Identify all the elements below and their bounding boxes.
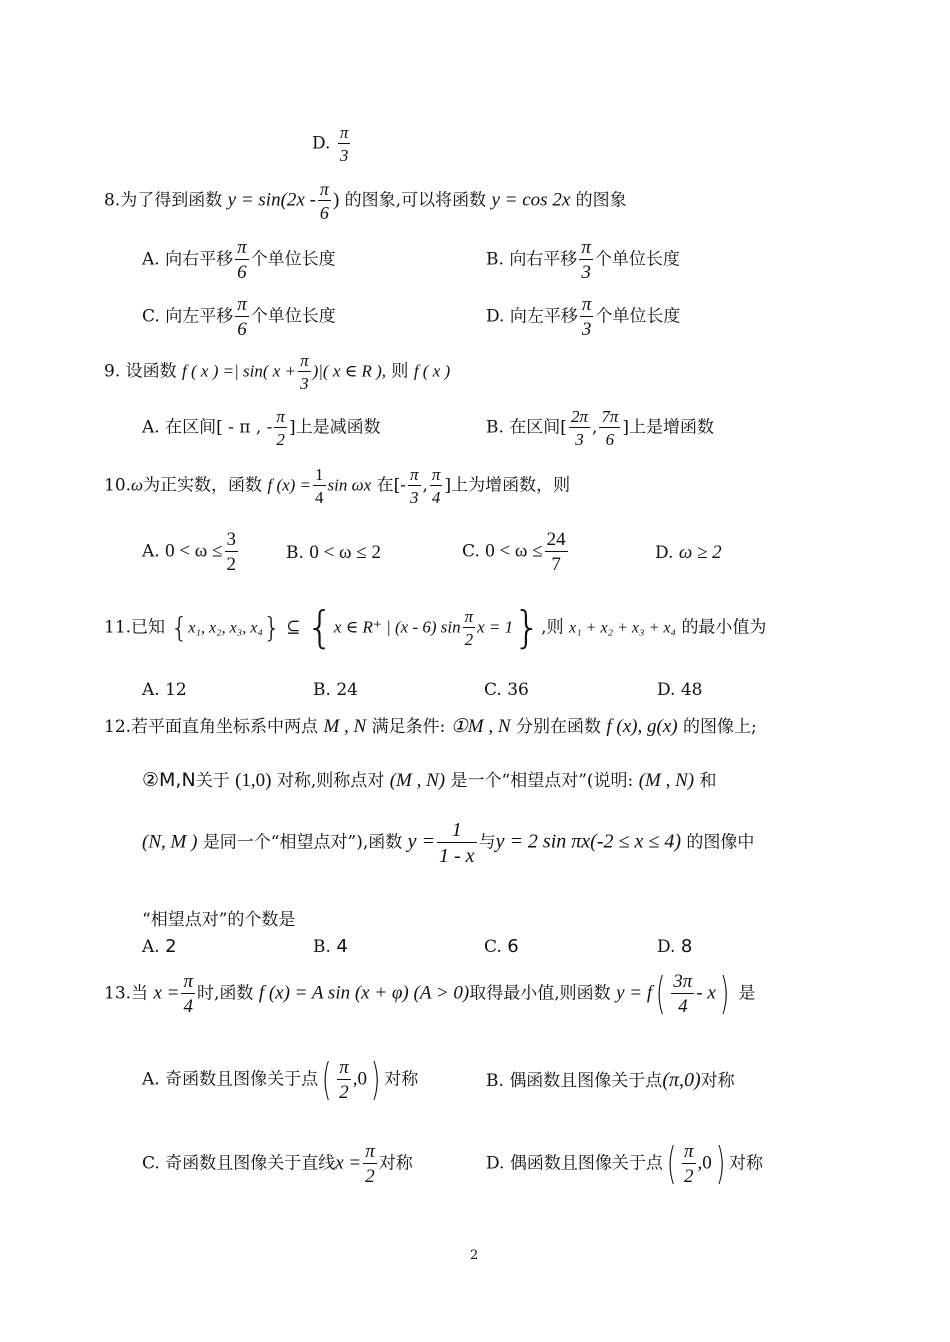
fraction: $\frac{\pi}{3}$	[581, 237, 591, 283]
fraction: $\frac{\pi}{3}$	[581, 294, 592, 340]
math-expression: y =	[407, 830, 436, 853]
q13-option-b[interactable]: B. 偶函数且图像关于点(π,0)对称	[486, 1069, 735, 1091]
q11-option-a[interactable]: A. 12	[142, 680, 187, 700]
q9-option-a[interactable]: A. 在区间[ - π , - $\frac{\pi}{2}$ ]上是减函数	[142, 407, 381, 449]
fraction: $\frac{1}{4}$	[315, 465, 324, 507]
q13-option-c[interactable]: C. 奇函数且图像关于直线x = $\frac{\pi}{2}$ 对称	[142, 1141, 413, 1187]
question-8-stem: 8.为了得到函数 y = sin(2x - $\frac{\pi}{6}$ ) 的图象,可以将函数 y = cos 2x 的图象	[104, 179, 627, 223]
math-expression: f (x) = A sin (x + φ) (A > 0)	[258, 982, 470, 1004]
math-expression: y = 2 sin πx(-2 ≤ x ≤ 4)	[495, 830, 681, 853]
q12-option-b[interactable]: B. 4	[313, 936, 348, 957]
math-expression: y = cos 2x	[491, 189, 571, 211]
question-12-line-2: ②M,N关于 (1,0) 对称,则称点对 (M , N) 是一个“相望点对”(说明: (M , N) 和	[142, 769, 717, 791]
math-expression: x₁ + x₂ + x₃ + x₄	[568, 619, 677, 637]
math-expression: f ( x ) =| sin( x +	[182, 361, 297, 381]
question-number: 12.	[104, 717, 132, 737]
math-expression: x₁, x₂, x₃, x₄	[188, 619, 263, 637]
fraction: $\frac{\pi}{4}$	[431, 465, 441, 507]
q12-option-c[interactable]: C. 6	[484, 936, 519, 957]
fraction: $\frac{\pi}{2}$	[276, 407, 285, 449]
q13-option-a[interactable]: A. 奇函数且图像关于点( $\frac{\pi}{2}$ ,0) 对称	[142, 1054, 419, 1105]
fraction: $\frac{24}{7}$	[546, 529, 566, 575]
q10-option-b[interactable]: B. 0 < ω ≤ 2	[286, 542, 381, 563]
fraction: $\frac{\pi}{2}$	[464, 607, 474, 649]
fraction: $\frac{\pi}{3}$	[409, 465, 419, 507]
page-number: 2	[470, 1248, 479, 1263]
question-number: 10.	[104, 475, 132, 496]
fraction: $\frac{\pi}{2}$	[339, 1057, 349, 1103]
fraction: $\frac{\pi}{2}$	[365, 1141, 375, 1187]
question-number: 13.	[104, 983, 132, 1004]
question-number: 9.	[104, 361, 121, 382]
question-number: 11.	[104, 617, 132, 638]
q8-option-d[interactable]: D. 向左平移 $\frac{\pi}{3}$ 个单位长度	[486, 294, 681, 340]
math-expression: y = sin(2x -	[227, 189, 316, 211]
q12-option-a[interactable]: A. 2	[142, 936, 177, 957]
math-expression: x ∈ R⁺ | (x - 6) sin	[333, 617, 461, 637]
question-12-line-3: (N, M ) 是同一个“相望点对”),函数 y = $\frac{1}{1 - x}$ 与y = 2 sin πx(-2 ≤ x ≤ 4) 的图像中	[142, 819, 755, 867]
fraction: $\frac{\pi}{6}$	[237, 237, 247, 283]
fraction: $\frac{\pi}{3}$	[300, 351, 309, 393]
question-12-line-4: “相望点对”的个数是	[142, 910, 296, 930]
fraction: $\frac{\pi}{6}$	[237, 294, 247, 340]
q11-option-d[interactable]: D. 48	[657, 680, 703, 700]
top-option-d	[312, 124, 352, 164]
q11-option-b[interactable]: B. 24	[313, 680, 358, 700]
q10-option-a[interactable]: A. 0 < ω ≤ $\frac{3}{2}$	[142, 529, 236, 575]
q9-option-b[interactable]: B. 在区间[ $\frac{2\pi}{3}$ , $\frac{7\pi}{6}$ ]上是增函数	[486, 407, 715, 449]
fraction: $\frac{2\pi}{3}$	[570, 407, 588, 449]
q11-option-c[interactable]: C. 36	[484, 680, 529, 700]
q13-option-d[interactable]: D. 偶函数且图像关于点( $\frac{\pi}{2}$ ,0) 对称	[486, 1138, 763, 1189]
question-11-stem: 11.已知 {x₁, x₂, x₃, x₄} ⊆ {x ∈ R⁺ | (x - 6) sin $\frac{\pi}{2}$ x = 1},则 x₁ + x₂ + x₃ + x₄ 的最小值为	[104, 602, 767, 653]
question-9-stem: 9. 设函数 f ( x ) =| sin( x + $\frac{\pi}{3}$ )|( x ∈ R ), 则 f ( x )	[104, 351, 451, 393]
question-13-stem: 13.当 x = $\frac{\pi}{4}$ 时,函数 f (x) = A sin (x + φ) (A > 0)取得最小值,则函数 y = f( $\frac{3\pi}{4}$ - x) 是	[104, 968, 756, 1019]
fraction: $\frac{3\pi}{4}$	[673, 971, 693, 1017]
fraction: $\frac{7\pi}{6}$	[601, 407, 619, 449]
q8-option-b[interactable]: B. 向右平移 $\frac{\pi}{3}$ 个单位长度	[486, 237, 680, 283]
q8-option-a[interactable]: A. 向右平移 $\frac{\pi}{6}$ 个单位长度	[142, 237, 336, 283]
option-label: D.	[312, 133, 331, 154]
question-number: 8.	[104, 190, 121, 211]
q10-option-d[interactable]: D. ω ≥ 2	[655, 542, 722, 563]
math-expression: f (x) =	[267, 475, 312, 495]
q10-option-c[interactable]: C. 0 < ω ≤ $\frac{24}{7}$	[462, 529, 566, 575]
fraction: $\frac{\pi}{2}$	[684, 1141, 694, 1187]
q8-option-c[interactable]: C. 向左平移 $\frac{\pi}{6}$ 个单位长度	[142, 294, 336, 340]
fraction: $\frac{\pi}{6}$	[319, 179, 329, 223]
fraction: $\frac{1}{1 - x}$	[439, 819, 475, 867]
q12-option-d[interactable]: D. 8	[657, 936, 693, 957]
fraction: $\frac{3}{2}$	[226, 529, 236, 575]
fraction: $\frac{\pi}{4}$	[183, 971, 193, 1017]
question-10-stem: 10.ω为正实数，函数 f (x) = $\frac{1}{4}$ sin ωx 在[- $\frac{\pi}{3}$ , $\frac{\pi}{4}$ ]上为增函数，则	[104, 465, 571, 507]
fraction: $\frac{\pi}{3}$	[339, 123, 349, 165]
question-12-line-1: 12.若平面直角坐标系中两点 M , N 满足条件: ①M , N 分别在函数 f (x), g(x) 的图像上;	[104, 716, 757, 737]
